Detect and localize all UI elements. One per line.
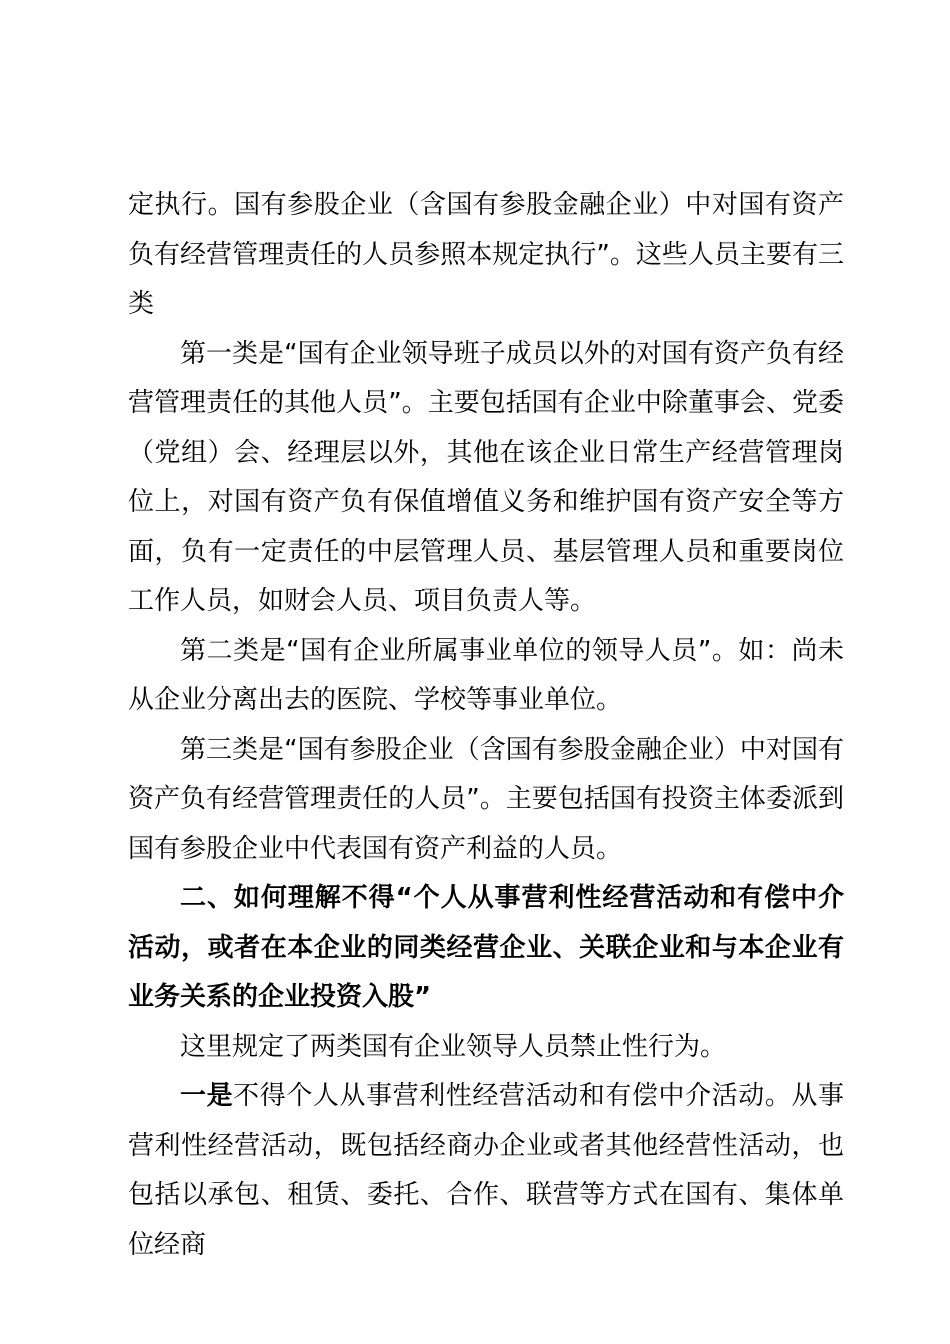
paragraph-lead-label: 一是: [180, 1081, 234, 1111]
paragraph-second-category: 第二类是“国有企业所属事业单位的领导人员”。如：尚未从企业分离出去的医院、学校等事业单位。: [128, 635, 844, 715]
paragraph-first-prohibition-text: 不得个人从事营利性经营活动和有偿中介活动。从事营利性经营活动，既包括经商办企业或者其他经营性活动，也包括以承包、租赁、委托、合作、联营等方式在国有、集体单位经商: [128, 1081, 844, 1260]
document-body: [128, 181, 844, 1270]
paragraph-continuation: 定执行。国有参股企业（含国有参股金融企业）中对国有资产负有经营管理责任的人员参照本规定执行”。这些人员主要有三类: [128, 190, 844, 319]
paragraph-first-prohibition: [128, 1072, 844, 1270]
paragraph-first-category: 第一类是“国有企业领导班子成员以外的对国有资产负有经营管理责任的其他人员”。主要包括国有企业中除董事会、党委（党组）会、经理层以外，其他在该企业日常生产经营管理岗位上，对国有资产负有保值增值义务和维护国有资产安全等方面，负有一定责任的中层管理人员、基层管理人员和重要岗位工作人员，如财会人员、项目负责人等。: [128, 338, 844, 616]
section-heading-2: 二、如何理解不得“个人从事营利性经营活动和有偿中介活动，或者在本企业的同类经营企业、关联企业和与本企业有业务关系的企业投资入股”: [128, 883, 844, 1012]
paragraph-two-prohibitions: 这里规定了两类国有企业领导人员禁止性行为。: [180, 1031, 727, 1062]
paragraph-third-category: 第三类是“国有参股企业（含国有参股金融企业）中对国有资产负有经营管理责任的人员”。主要包括国有投资主体委派到国有参股企业中代表国有资产利益的人员。: [128, 734, 844, 864]
